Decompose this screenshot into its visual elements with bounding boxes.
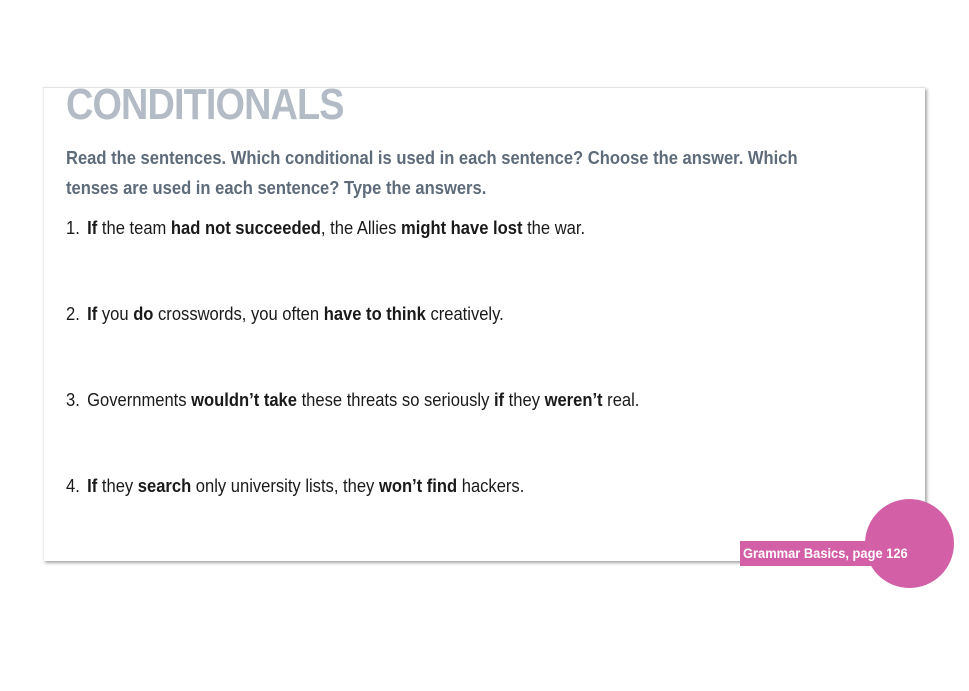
sentence-part: they [97,476,138,496]
sentence-part: you [97,304,134,324]
sentence-part: if [493,390,505,410]
page-title: CONDITIONALS [66,80,344,129]
sentence-part: do [133,304,154,324]
sentence-part: creatively. [425,304,504,324]
sentence-part: had not succeeded [170,218,321,238]
sentence-part: these threats so seriously [296,390,494,410]
sentence-part: real. [602,390,640,410]
sentence-part: If [87,476,98,496]
sentence-part: crosswords, you often [153,304,324,324]
sentence-number: 4. [66,476,80,496]
sentence-part: they [504,390,545,410]
sentence-part: If [87,218,98,238]
sentence-part: the war. [522,218,586,238]
sentence-part: weren’t [544,390,603,410]
sentence-number: 2. [66,304,80,324]
sentence-number: 1. [66,218,80,238]
sentence-part: the team [97,218,171,238]
reference-label: Grammar Basics, page 126 [743,545,908,561]
sentence-part: search [137,476,192,496]
instructions-text: Read the sentences. Which conditional is used in each sentence? Choose the answer. Which tenses are used in each sentence? Type the answers. [66,148,798,198]
sentence-part: have to think [323,304,426,324]
sentence-number: 3. [66,390,80,410]
sentence-part: Governments [87,390,192,410]
sentence-part: wouldn’t take [191,390,297,410]
sentence-4 [66,474,524,498]
sentence-part: hackers. [457,476,525,496]
sentence-3 [66,388,639,412]
sentence-part: might have lost [401,218,523,238]
sentence-part: only university lists, they [191,476,379,496]
sentence-1 [66,216,585,240]
sentence-part: , the Allies [320,218,402,238]
sentence-part: If [87,304,98,324]
sentence-2 [66,302,504,326]
reference-tab[interactable] [740,541,920,566]
sentence-part: won’t find [378,476,458,496]
